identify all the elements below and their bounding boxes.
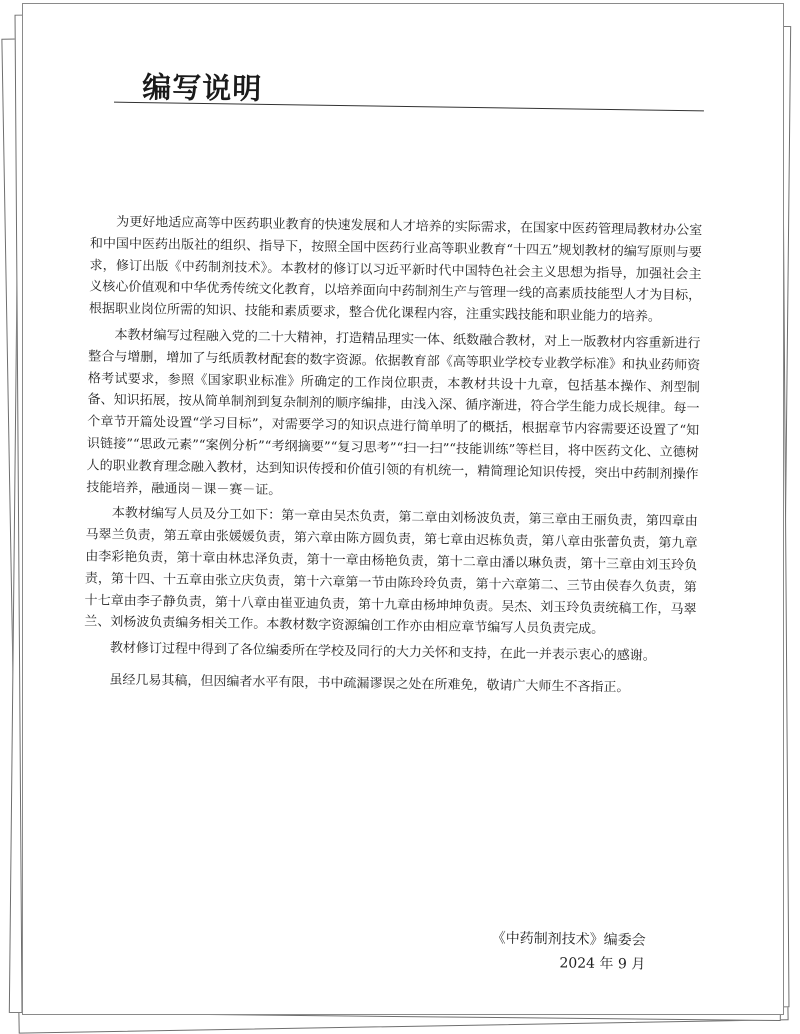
paragraph-apology: 虽经几易其稿，但因编者水平有限，书中疏漏谬误之处在所难免，敬请广大师生不吝指正。 — [109, 672, 630, 696]
paragraph-purpose: 为更好地适应高等中医药职业教育的快速发展和人才培养的实际需求，在国家中医药管理局教材办公室和中国中医药出版社的组织、指导下，按照全国中医药行业高等职业教育“十四五”规划教材的编写原则与要求，修订出版《中药制剂技术》。本教材的修订以习近平新时代中国特色社会主义思想为指导，加强社会主义核心价值观和中华优秀传统文化教育，以培养面向中药制剂生产与管理一线的高素质技能型人才为目标，根据职业岗位所需的知识、技能和素质要求，整合优化课程内容，注重实践技能和职业能力的培养。 — [88, 214, 703, 325]
page-title: 编写说明 — [141, 70, 263, 106]
signature-date: 2024 年 9 月 — [559, 955, 646, 973]
signature-block — [491, 926, 646, 976]
body-text — [83, 211, 702, 700]
page-content — [15, 0, 792, 1021]
editorial-committee: 《中药制剂技术》编委会 — [491, 930, 646, 949]
paragraph-thanks: 教材修订过程中得到了各位编委所在学校及同行的大力关怀和支持，在此一并表示衷心的感谢。 — [109, 640, 656, 664]
paragraph-authors: 本教材编写人员及分工如下：第一章由吴杰负责，第二章由刘杨波负责，第三章由王丽负责，第四章由马翠兰负责，第五章由张媛媛负责，第六章由陈方圆负责，第七章由迟栋负责，第八章由张蕾负责，第九章由李彩艳负责，第十章由林忠泽负责，第十一章由杨艳负责，第十二章由潘以琳负责，第十三章由刘玉玲负责，第十四、十五章由张立庆负责，第十六章第一节由陈玲玲负责，第十六章第二、三节由侯春久负责，第十七章由李子静负责，第十八章由崔亚迪负责，第十九章由杨坤坤负责。吴杰、刘玉玲负责统稿工作，马翠兰、刘杨波负责编务相关工作。本教材数字资源编创工作亦由相应章节编写人员负责完成。 — [84, 506, 698, 638]
paragraph-structure: 本教材编写过程融入党的二十大精神，打造精品理实一体、纸数融合教材，对上一版教材内容重新进行整合与增删，增加了与纸质教材配套的数字资源。依据教育部《高等职业学校专业教学标准》和执业药师资格考试要求，参照《国家职业标准》所确定的工作岗位职责，本教材共设十九章，包括基本操作、剂型制备、知识拓展，按从简单制剂到复杂制剂的顺序编排，由浅入深、循序渐进，符合学生能力成长规律。每一个章节开篇处设置“学习目标”，对需要学习的知识点进行简单明了的概括，根据章节内容需要还设置了“知识链接”“思政元素”“案例分析”“考纲摘要”“复习思考”“扫一扫”“技能训练”等栏目，将中医药文化、立德树人的职业教育理念融入教材，达到知识传授和价值引领的有机统一，精简理论知识传授，突出中药制剂操作技能培养，融通岗－课－赛－证。 — [86, 327, 701, 498]
